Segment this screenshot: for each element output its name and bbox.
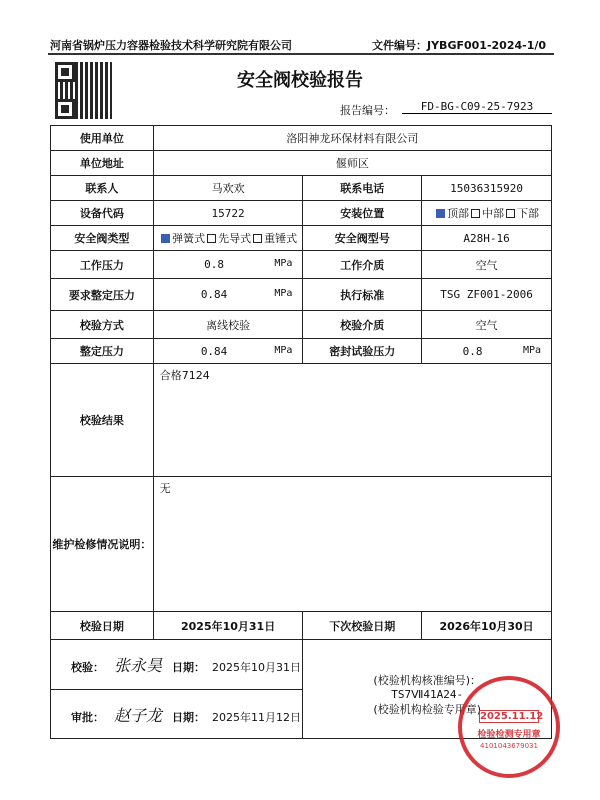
org-no: TS7Ⅶ41A24-	[391, 687, 464, 701]
unit: MPa	[274, 344, 293, 356]
working-pressure: 0.8	[204, 258, 224, 271]
label: 校验日期	[51, 612, 154, 640]
report-no-label: 报告编号：	[340, 104, 395, 117]
phone: 15036315920	[422, 176, 552, 201]
checkbox-top[interactable]	[436, 209, 445, 218]
label: 下次校验日期	[303, 612, 422, 640]
label: 整定压力	[51, 339, 154, 364]
label: 安装位置	[303, 201, 422, 226]
unit: MPa	[274, 258, 293, 269]
checkbox-weight[interactable]	[253, 234, 262, 243]
result: 合格7124	[153, 364, 551, 477]
option-label: 中部	[482, 207, 505, 220]
org-no-label: (校验机构核准编号)：	[373, 673, 482, 687]
label: 要求整定压力	[51, 279, 154, 311]
seal-number: 4101043679031	[480, 742, 538, 750]
address: 偃师区	[153, 151, 551, 176]
checkbox-middle[interactable]	[471, 209, 480, 218]
seal-date: 2025.11.12	[480, 711, 544, 722]
label: 使用单位	[51, 126, 154, 151]
file-number: 文件编号：JYBGF001-2024-1/0	[372, 39, 547, 52]
label: 密封试验压力	[303, 339, 422, 364]
valve-model: A28H-16	[422, 226, 552, 251]
label: 日期：	[172, 661, 206, 674]
label: 安全阀型号	[303, 226, 422, 251]
label: 校验方式	[51, 311, 154, 339]
label: 单位地址	[51, 151, 154, 176]
label: 校验介质	[303, 311, 422, 339]
approve-date: 2025年11月12日	[212, 710, 302, 724]
working-medium: 空气	[422, 251, 552, 279]
check-sign-date: 2025年10月31日	[212, 661, 302, 674]
required-set-pressure: 0.84	[200, 288, 228, 301]
position-options	[422, 201, 552, 226]
label: 审批：	[71, 710, 104, 724]
check-date: 2025年10月31日	[153, 612, 303, 640]
label: 工作压力	[51, 251, 154, 279]
checkbox-pilot[interactable]	[207, 234, 216, 243]
official-seal	[458, 676, 560, 778]
seal-pressure: 0.8	[462, 344, 483, 358]
maintenance: 无	[153, 477, 551, 612]
report-table	[50, 125, 552, 739]
page-title: 安全阀校验报告	[237, 70, 363, 91]
option-label: 顶部	[447, 207, 470, 220]
unit: MPa	[522, 344, 541, 356]
signature: 赵子龙	[114, 705, 163, 725]
checkbox-spring[interactable]	[161, 234, 170, 243]
label: 执行标准	[303, 279, 422, 311]
label: 维护检修情况说明：	[51, 477, 154, 612]
org-name: 河南省锅炉压力容器检验技术科学研究院有限公司	[50, 39, 292, 52]
type-options	[153, 226, 303, 251]
unit: MPa	[274, 288, 293, 299]
option-label: 重锤式	[264, 232, 298, 245]
label: 设备代码	[51, 201, 154, 226]
label: 校验：	[71, 661, 104, 674]
method: 离线校验	[153, 311, 303, 339]
next-date: 2026年10月30日	[422, 612, 552, 640]
label: 工作介质	[303, 251, 422, 279]
option-label: 下部	[517, 207, 540, 220]
device-code: 15722	[153, 201, 303, 226]
standard: TSG ZF001-2006	[422, 279, 552, 311]
checkbox-bottom[interactable]	[506, 209, 515, 218]
check-medium: 空气	[422, 311, 552, 339]
label: 安全阀类型	[51, 226, 154, 251]
label: 联系人	[51, 176, 154, 201]
set-pressure: 0.84	[200, 344, 228, 358]
label: 校验结果	[51, 364, 154, 477]
report-no: FD-BG-C09-25-7923	[402, 100, 552, 114]
contact: 马欢欢	[153, 176, 303, 201]
org-seal: (校验机构检验专用章)	[373, 702, 482, 716]
label: 联系电话	[303, 176, 422, 201]
option-label: 弹簧式	[172, 232, 206, 245]
signature: 张永昊	[114, 656, 163, 675]
option-label: 先导式	[218, 232, 252, 245]
header-divider	[48, 53, 554, 55]
seal-text: 检验检测专用章	[477, 730, 541, 740]
label: 日期：	[172, 710, 206, 724]
user-unit: 洛阳神龙环保材料有限公司	[153, 126, 551, 151]
